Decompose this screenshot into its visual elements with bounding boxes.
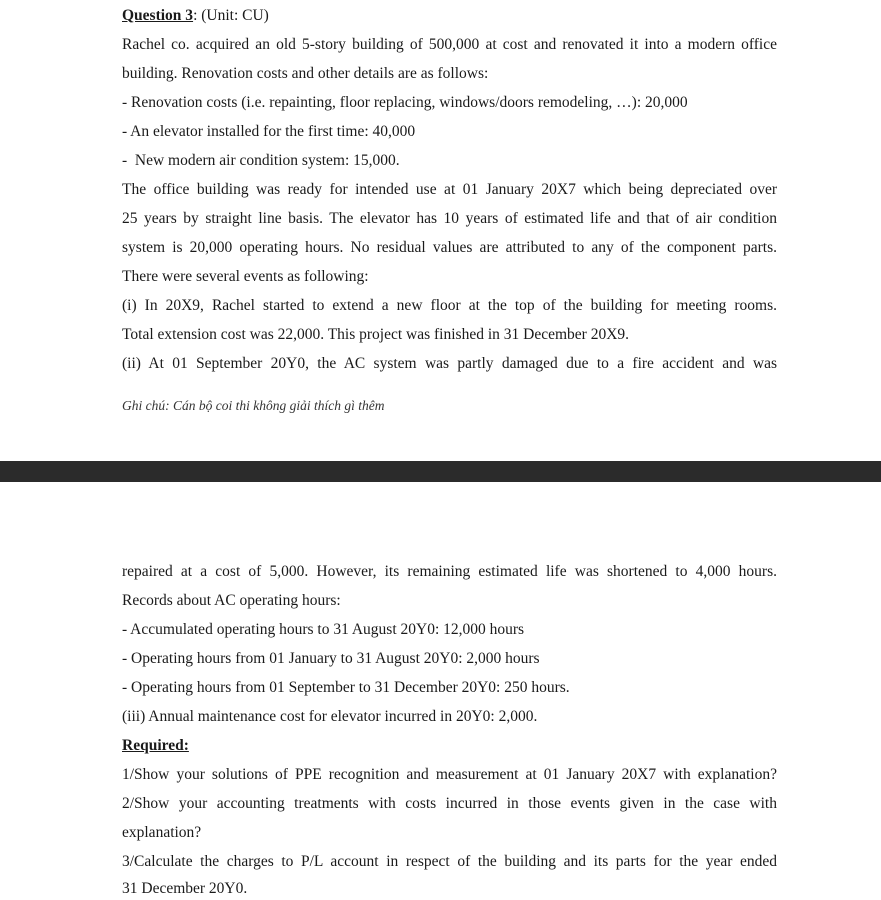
- paragraph-line: (ii) At 01 September 20Y0, the AC system was partly damaged due to a fire accident and was: [122, 355, 777, 372]
- list-item: - Operating hours from 01 January to 31 August 20Y0: 2,000 hours: [122, 650, 540, 667]
- requirement-line: 3/Calculate the charges to P/L account in respect of the building and its parts for the year ended: [122, 853, 777, 870]
- footer-note: Ghi chú: Cán bộ coi thi không giải thích gì thêm: [122, 398, 385, 413]
- requirement-line: explanation?: [122, 824, 202, 841]
- list-item: - Renovation costs (i.e. repainting, floor replacing, windows/doors remodeling, …): 20,000: [122, 94, 688, 111]
- paragraph-line: 25 years by straight line basis. The elevator has 10 years of estimated life and that of air condition: [122, 210, 777, 227]
- list-item: - New modern air condition system: 15,000.: [122, 152, 400, 169]
- requirement-line: 31 December 20Y0.: [122, 880, 248, 897]
- requirement-line: 1/Show your solutions of PPE recognition and measurement at 01 January 20X7 with explanation?: [122, 766, 777, 783]
- paragraph-line: (i) In 20X9, Rachel started to extend a new floor at the top of the building for meeting rooms.: [122, 297, 777, 314]
- paragraph-line: system is 20,000 operating hours. No residual values are attributed to any of the component parts.: [122, 239, 777, 256]
- paragraph-line: The office building was ready for intended use at 01 January 20X7 which being depreciated over: [122, 181, 777, 198]
- requirement-line: 2/Show your accounting treatments with costs incurred in those events given in the case with: [122, 795, 777, 812]
- question-number: Question 3: [122, 7, 194, 24]
- paragraph-line: Records about AC operating hours:: [122, 592, 341, 609]
- page-divider: [0, 461, 881, 482]
- required-heading: Required:: [122, 737, 189, 754]
- paragraph-line: Rachel co. acquired an old 5-story building of 500,000 at cost and renovated it into a modern office: [122, 36, 777, 53]
- list-item: - An elevator installed for the first time: 40,000: [122, 123, 416, 140]
- paragraph-line: Total extension cost was 22,000. This project was finished in 31 December 20X9.: [122, 326, 630, 343]
- paragraph-line: (iii) Annual maintenance cost for elevator incurred in 20Y0: 2,000.: [122, 708, 538, 725]
- list-item: - Operating hours from 01 September to 31 December 20Y0: 250 hours.: [122, 679, 570, 696]
- paragraph-line: repaired at a cost of 5,000. However, its remaining estimated life was shortened to 4,000 hours.: [122, 563, 777, 580]
- paragraph-line: There were several events as following:: [122, 268, 369, 285]
- question-unit: : (Unit: CU): [193, 7, 269, 24]
- paragraph-line: building. Renovation costs and other details are as follows:: [122, 65, 489, 82]
- list-item: - Accumulated operating hours to 31 August 20Y0: 12,000 hours: [122, 621, 525, 638]
- question-heading: [122, 6, 777, 26]
